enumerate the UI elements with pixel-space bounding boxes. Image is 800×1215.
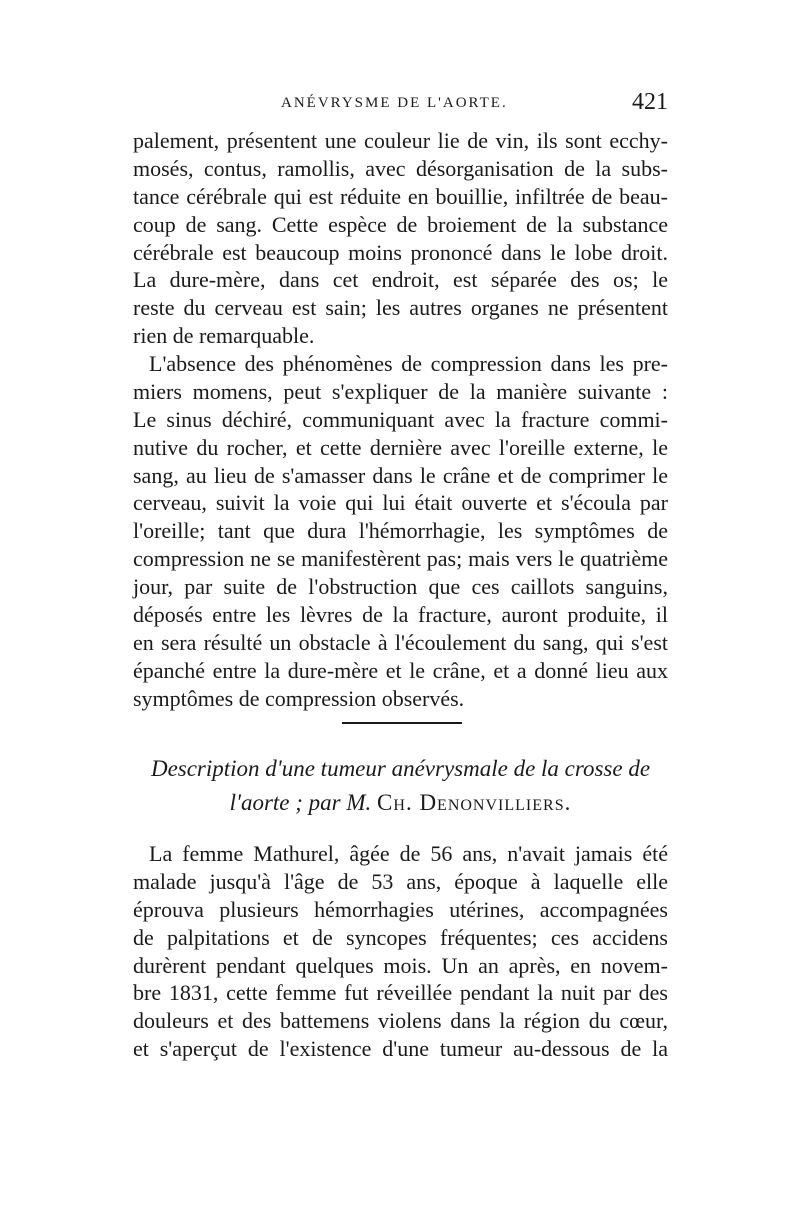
text-line: jour, par suite de l'obstruction que ces caillots sanguins,: [133, 574, 668, 600]
article-title-line-2: [133, 786, 668, 820]
text-line: tance cérébrale qui est réduite en bouillie, infiltrée de beau-: [133, 183, 668, 209]
text-line: cerveau, suivit la voie qui lui était ouverte et s'écoula par: [133, 490, 668, 516]
article-title-prefix: l'aorte ; par M.: [229, 790, 372, 815]
article-title-line-1: Description d'une tumeur anévrysmale de la crosse de: [150, 756, 651, 781]
text-line: mosés, contus, ramollis, avec désorganisation de la subs-: [133, 155, 668, 181]
text-line: douleurs et des battemens violens dans la région du cœur,: [133, 1008, 668, 1034]
text-line: reste du cerveau est sain; les autres organes ne présentent: [133, 295, 668, 321]
text-line: l'oreille; tant que dura l'hémorrhagie, les symptômes de: [133, 518, 668, 544]
text-line: éprouva plusieurs hémorrhagies utérines, accompagnées: [133, 896, 668, 922]
section-divider: [342, 722, 462, 724]
text-line: nutive du rocher, et cette dernière avec l'oreille externe, le: [133, 434, 668, 460]
article-title: [133, 752, 668, 820]
text-line: Le sinus déchiré, communiquant avec la fracture commi-: [133, 406, 668, 432]
paragraph-1: [133, 127, 668, 350]
paragraph-2: [133, 350, 668, 713]
text-line: épanché entre la dure-mère et le crâne, et a donné lieu aux: [133, 657, 668, 683]
text-line: L'absence des phénomènes de compression dans les pre-: [149, 351, 668, 376]
page-header: [133, 89, 668, 123]
text-line: en sera résulté un obstacle à l'écoulement du sang, qui s'est: [133, 629, 668, 655]
text-line: et s'aperçut de l'existence d'une tumeur au-dessous de la: [133, 1036, 668, 1062]
text-line: La dure-mère, dans cet endroit, est séparée des os; le: [133, 267, 668, 293]
text-line: rien de remarquable.: [133, 323, 315, 349]
text-line: La femme Mathurel, âgée de 56 ans, n'avait jamais été: [149, 841, 668, 866]
page-number: 421: [632, 89, 668, 115]
text-line: symptômes de compression observés.: [133, 685, 465, 711]
text-line: bre 1831, cette femme fut réveillée pendant la nuit par des: [133, 980, 668, 1006]
text-line: palement, présentent une couleur lie de vin, ils sont ecchy-: [133, 128, 668, 153]
text-line: compression ne se manifestèrent pas; mais vers le quatrième: [133, 546, 668, 572]
text-line: cérébrale est beaucoup moins prononcé dans le lobe droit.: [133, 239, 668, 265]
text-line: malade jusqu'à l'âge de 53 ans, époque à laquelle elle: [133, 868, 668, 894]
article-author: Ch. Denonvilliers.: [377, 790, 572, 815]
text-line: durèrent pendant quelques mois. Un an après, en novem-: [133, 952, 668, 978]
text-line: miers momens, peut s'expliquer de la manière suivante :: [133, 378, 668, 404]
text-line: coup de sang. Cette espèce de broiement de la substance: [133, 211, 668, 237]
text-line: sang, au lieu de s'amasser dans le crâne et de comprimer le: [133, 462, 668, 488]
text-line: déposés entre les lèvres de la fracture, auront produite, il: [133, 602, 668, 628]
text-line: de palpitations et de syncopes fréquentes; ces accidens: [133, 924, 668, 950]
running-head: ANÉVRYSME DE L'AORTE.: [281, 95, 508, 111]
paragraph-3: [133, 840, 668, 1063]
